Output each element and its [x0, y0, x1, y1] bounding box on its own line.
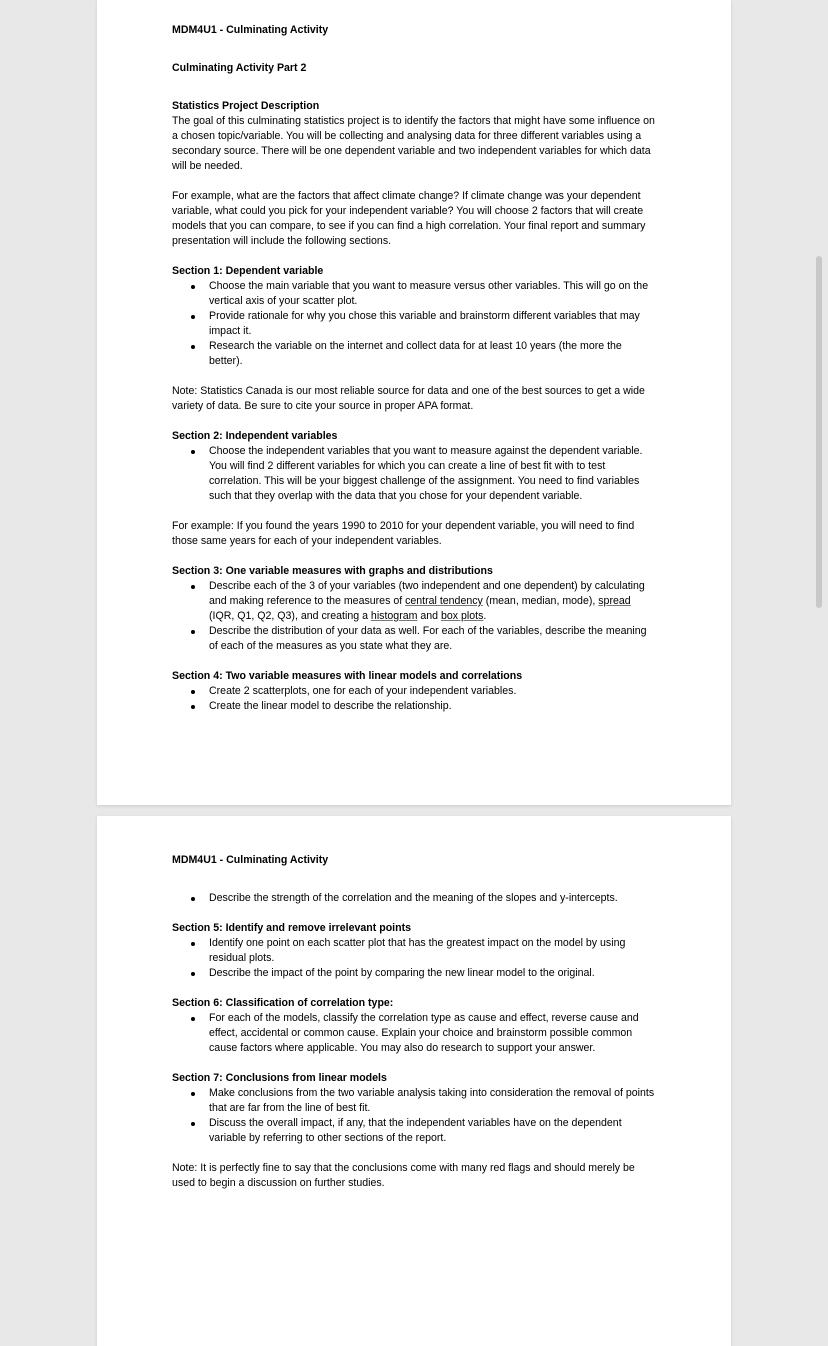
page-header: MDM4U1 - Culminating Activity	[172, 24, 329, 36]
section-6-list	[172, 1011, 657, 1056]
box-plots-term: box plots	[441, 610, 484, 622]
page-header: MDM4U1 - Culminating Activity	[172, 854, 329, 866]
list-item: Research the variable on the internet and collect data for at least 10 years (the more the better).	[172, 339, 657, 369]
list-item: For each of the models, classify the correlation type as cause and effect, reverse cause and effect, accidental or common cause. Explain your choice and brainstorm possible common cause factors where applicable. You may also do research to support your answer.	[172, 1011, 657, 1056]
bullet-icon	[191, 690, 195, 694]
bullet-icon	[191, 450, 195, 454]
list-item: Choose the main variable that you want to measure versus other variables. This will go on the vertical axis of your scatter plot.	[172, 279, 657, 309]
page-1-content	[172, 23, 657, 714]
bullet-icon	[191, 1122, 195, 1126]
section-2-list	[172, 444, 657, 504]
bullet-icon	[191, 1017, 195, 1021]
bullet-icon	[191, 972, 195, 976]
bullet-icon	[191, 630, 195, 634]
list-item: Provide rationale for why you chose this variable and brainstorm different variables that may impact it.	[172, 309, 657, 339]
spread-term: spread	[598, 595, 631, 607]
bullet-icon	[191, 942, 195, 946]
histogram-term: histogram	[370, 610, 418, 622]
section-1-list	[172, 279, 657, 369]
section-4-heading: Section 4: Two variable measures with linear models and correlations	[172, 670, 523, 682]
section-2-heading: Section 2: Independent variables	[172, 430, 338, 442]
description-paragraph: The goal of this culminating statistics project is to identify the factors that might have some influence on a chosen topic/variable. You will be collecting and analysing data for three different variables using a secondary source. There will be one dependent variable and two independent variables for which data will be needed.	[172, 115, 655, 172]
section-6-heading: Section 6: Classification of correlation type:	[172, 997, 394, 1009]
section-4-list	[172, 684, 657, 714]
list-item: Make conclusions from the two variable analysis taking into consideration the removal of points that are far from the line of best fit.	[172, 1086, 657, 1116]
section-3-list	[172, 579, 657, 654]
central-tendency-term: central tendency	[405, 595, 483, 607]
section-1-heading: Section 1: Dependent variable	[172, 265, 324, 277]
bullet-icon	[191, 315, 195, 319]
list-item: Create 2 scatterplots, one for each of your independent variables.	[172, 684, 657, 699]
list-item: Create the linear model to describe the relationship.	[172, 699, 657, 714]
bullet-icon	[191, 705, 195, 709]
section-7-list	[172, 1086, 657, 1146]
page-2-content	[172, 853, 657, 1191]
bullet-icon	[191, 345, 195, 349]
list-item: Discuss the overall impact, if any, that the independent variables have on the dependent variable by referring to other sections of the report.	[172, 1116, 657, 1146]
list-item: Identify one point on each scatter plot that has the greatest impact on the model by using residual plots.	[172, 936, 657, 966]
bullet-icon	[191, 585, 195, 589]
bullet-icon	[191, 897, 195, 901]
section-5-heading: Section 5: Identify and remove irrelevant points	[172, 922, 412, 934]
example-paragraph: For example, what are the factors that affect climate change? If climate change was your dependent variable, what could you pick for your independent variable? You will choose 2 factors that will create models that you can compare, to see if you can find a high correlation. Your final report and summary presentation will include the following sections.	[172, 190, 646, 247]
section-3-heading: Section 3: One variable measures with graphs and distributions	[172, 565, 493, 577]
example-2-paragraph: For example: If you found the years 1990 to 2010 for your dependent variable, you will need to find those same years for each of your independent variables.	[172, 520, 635, 547]
vertical-scrollbar[interactable]	[816, 256, 822, 608]
document-page-2	[97, 816, 731, 1346]
section-5-list	[172, 936, 657, 981]
bullet-icon	[191, 1092, 195, 1096]
list-item: Describe each of the 3 of your variables (two independent and one dependent) by calculating and making reference to the measures of central tendency (mean, median, mode), spread (IQR, Q1, Q2, Q3), and creating a histogram and box plots.	[172, 579, 657, 624]
description-heading: Statistics Project Description	[172, 100, 320, 112]
list-item: Describe the distribution of your data as well. For each of the variables, describe the meaning of each of the measures as you state what they are.	[172, 624, 657, 654]
section-7-heading: Section 7: Conclusions from linear models	[172, 1072, 387, 1084]
list-item: Describe the strength of the correlation and the meaning of the slopes and y-intercepts.	[172, 891, 657, 906]
list-item: Choose the independent variables that you want to measure against the dependent variable. You will find 2 different variables for which you can create a line of best fit with to test correlation. This will be your biggest challenge of the assignment. You need to find variables such that they overlap with the data that you chose for your dependent variable.	[172, 444, 657, 504]
section-4-continued-list	[172, 891, 657, 906]
bullet-icon	[191, 285, 195, 289]
document-title: Culminating Activity Part 2	[172, 62, 307, 74]
document-page-1	[97, 0, 731, 805]
final-note-paragraph: Note: It is perfectly fine to say that the conclusions come with many red flags and should merely be used to begin a discussion on further studies.	[172, 1162, 635, 1189]
note-paragraph: Note: Statistics Canada is our most reliable source for data and one of the best sources to get a wide variety of data. Be sure to cite your source in proper APA format.	[172, 385, 645, 412]
list-item: Describe the impact of the point by comparing the new linear model to the original.	[172, 966, 657, 981]
